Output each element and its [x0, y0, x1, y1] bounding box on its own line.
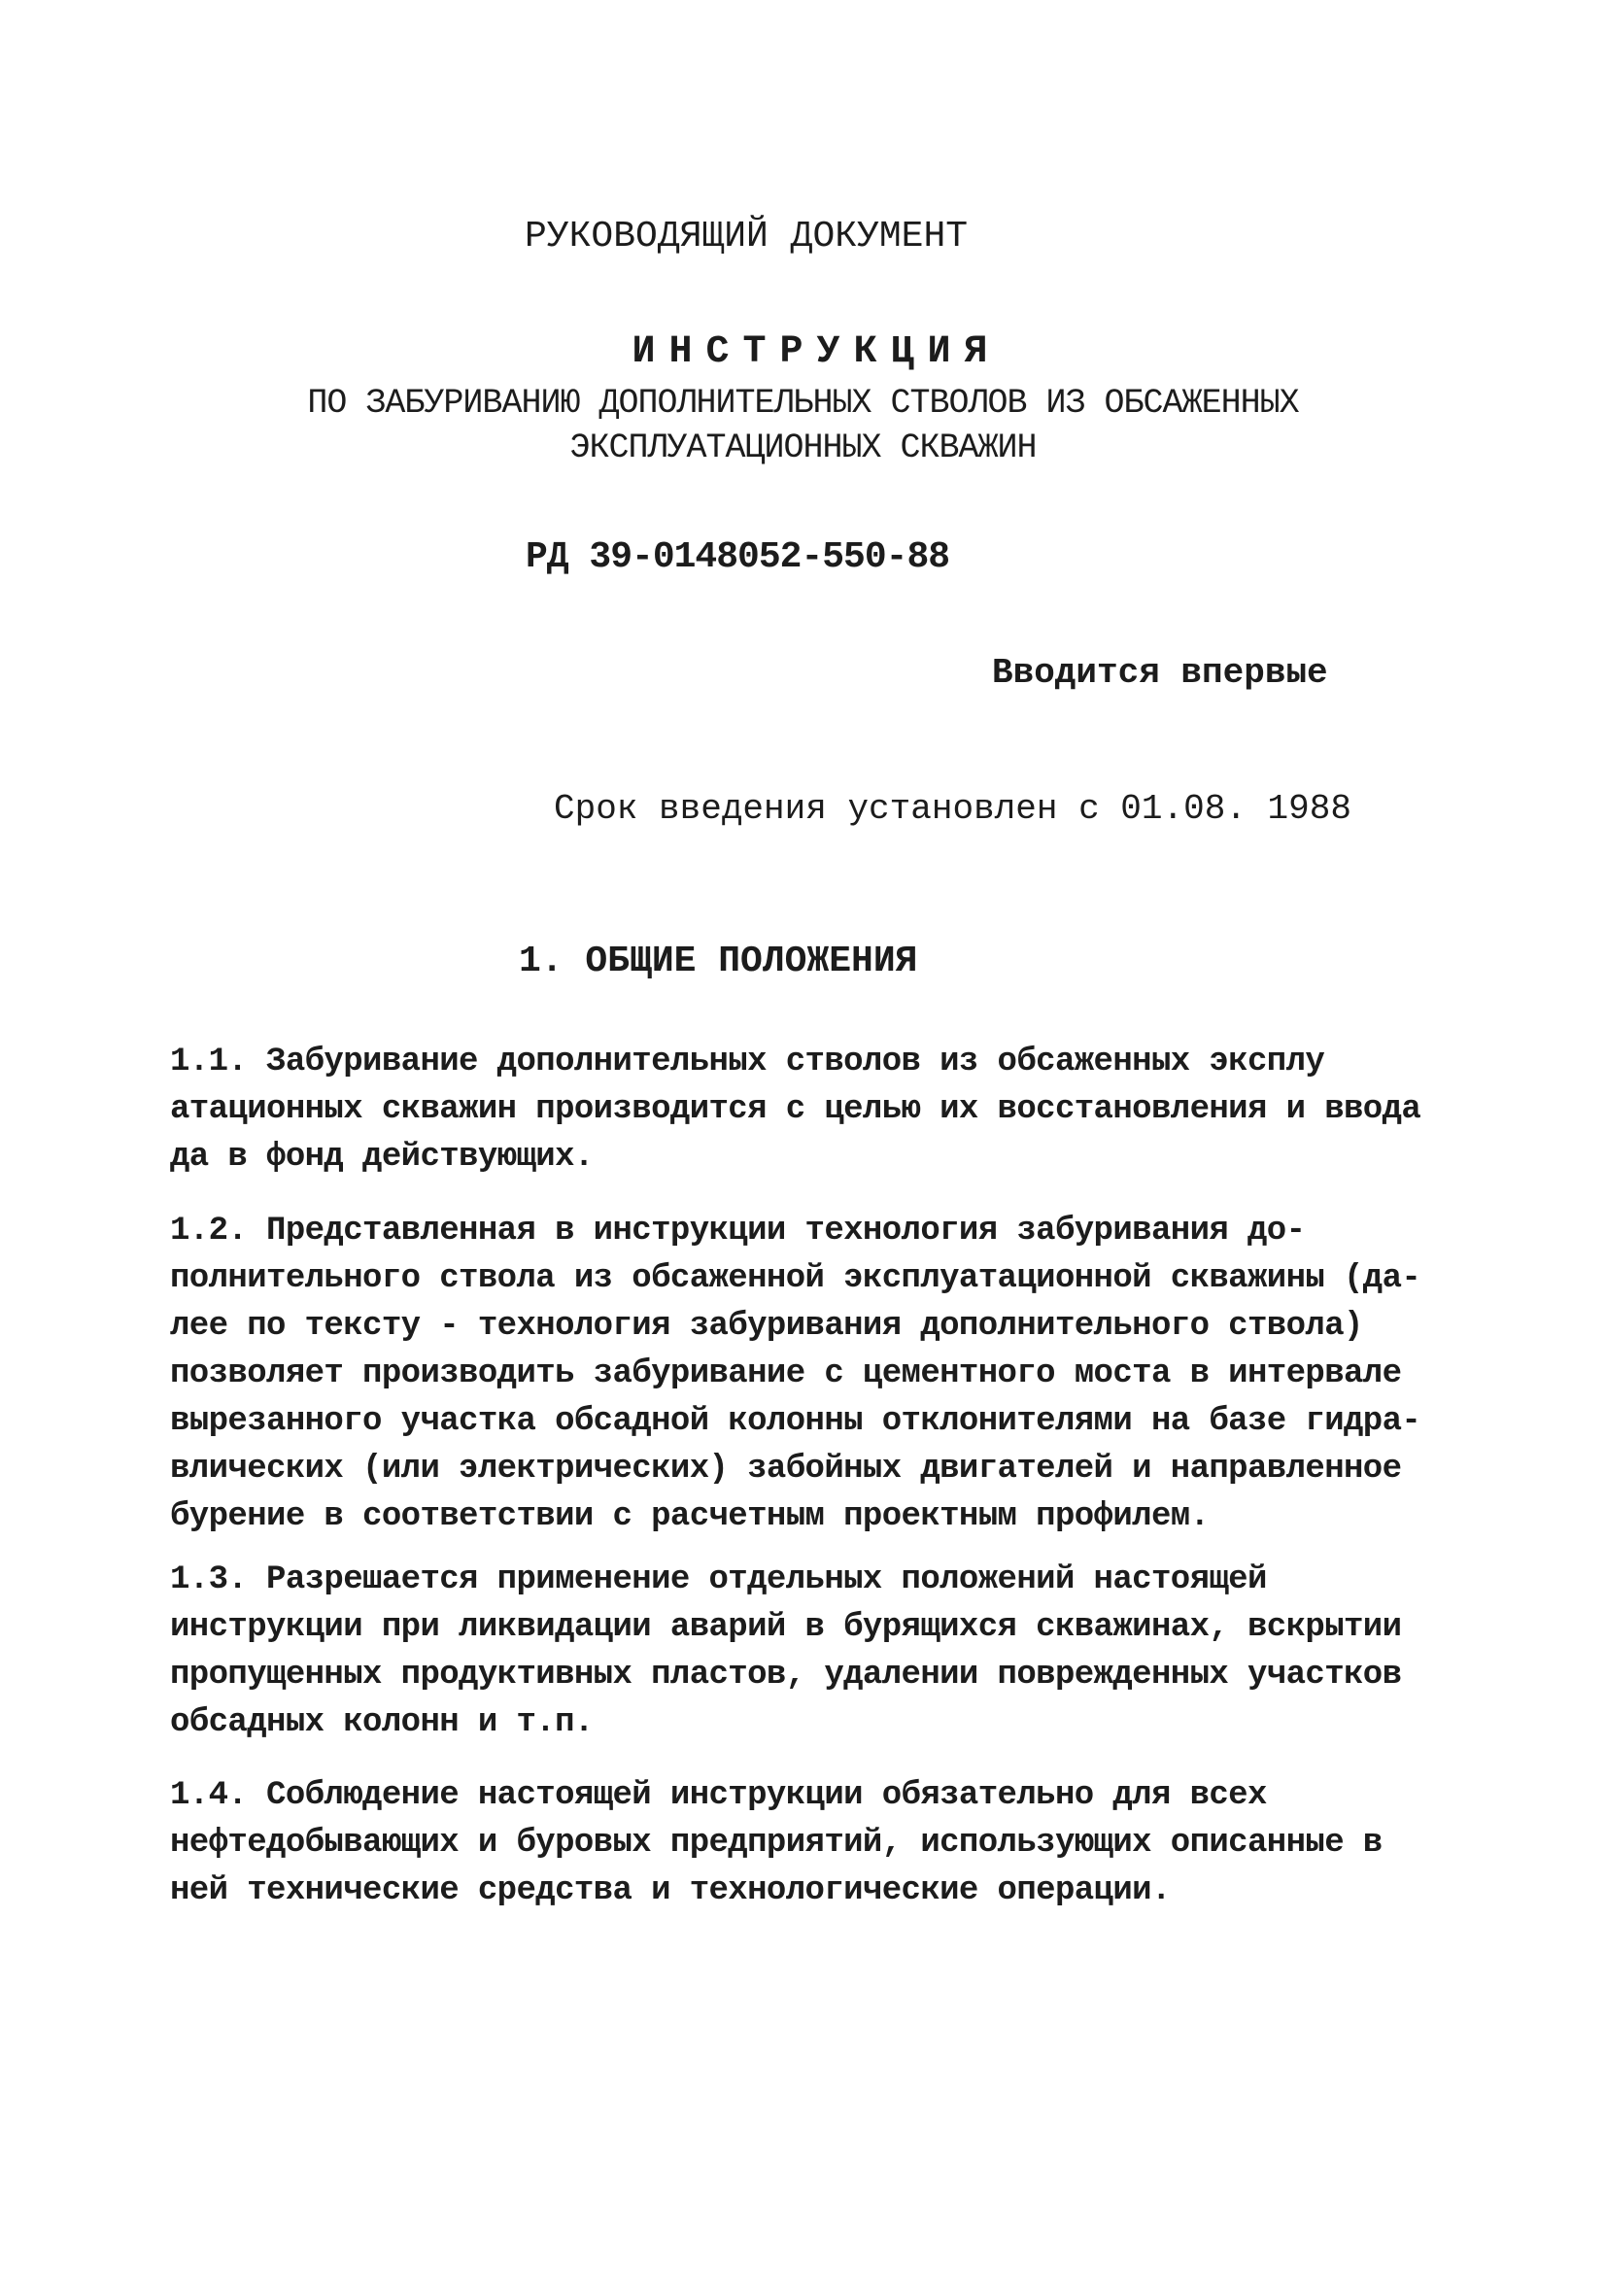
document-title: ИНСТРУКЦИЯ: [632, 330, 1002, 374]
section-heading: 1. ОБЩИЕ ПОЛОЖЕНИЯ: [519, 941, 918, 982]
effective-date: Срок введения установлен с 01.08. 1988: [554, 789, 1351, 829]
document-type: РУКОВОДЯЩИЙ ДОКУМЕНТ: [525, 216, 969, 257]
document-subtitle-line-2: ЭКСПЛУАТАЦИОННЫХ СКВАЖИН: [569, 428, 1037, 467]
introduction-note: Вводится впервые: [992, 653, 1328, 693]
title-block: [0, 330, 1606, 467]
paragraph-1-2: 1.2. Представленная в инструкции технология забуривания до- полнительного ствола из обсаженной эксплуатационной скважины (да- лее по тексту - технология забуривания дополнительного ствола) позволяет производить забуривание с цементного моста в интервале вырезанного участка обсадной колонны отклонителями на базе гидра- влических (или электрических) забойных двигателей и направленное бурение в соответствии с расчетным проектным профилем.: [170, 1213, 1421, 1535]
paragraph-1-4: 1.4. Соблюдение настоящей инструкции обязательно для всех нефтедобывающих и буровых предприятий, использующих описанные в ней технические средства и технологические операции.: [170, 1777, 1383, 1909]
document-number: РД 39-0148052-550-88: [526, 536, 950, 578]
paragraph-1-1: 1.1. Забуривание дополнительных стволов из обсаженных эксплу атационных скважин производится с целью их восстановления и ввода да в фонд действующих.: [170, 1044, 1421, 1176]
document-subtitle-line-1: ПО ЗАБУРИВАНИЮ ДОПОЛНИТЕЛЬНЫХ СТВОЛОВ ИЗ ОБСАЖЕННЫХ: [307, 384, 1299, 423]
paragraph-1-3: 1.3. Разрешается применение отдельных положений настоящей инструкции при ликвидации аварий в бурящихся скважинах, вскрытии пропущенных продуктивных пластов, удалении поврежденных участков обсадных колонн и т.п.: [170, 1561, 1402, 1741]
